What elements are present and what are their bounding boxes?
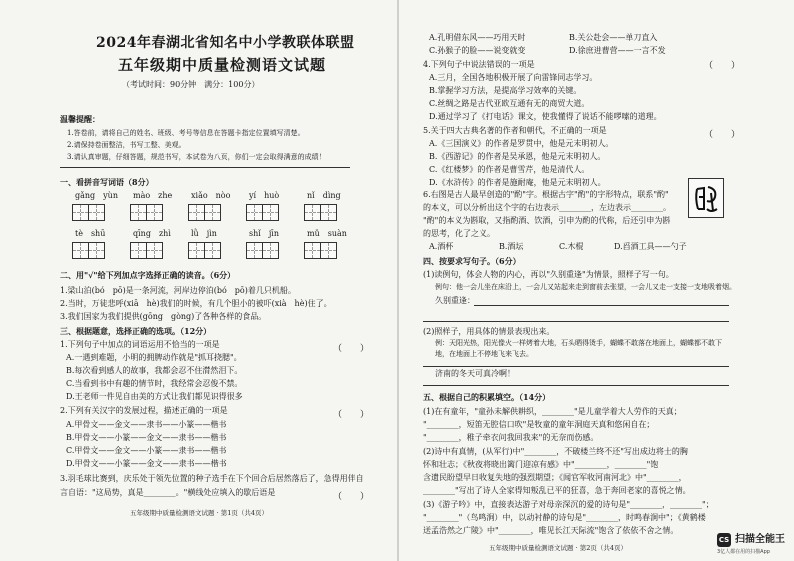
option: B.《西游记》的作者是吴承恩，他是元末明初人。 — [429, 152, 606, 161]
question-stem: "酌"的本义为斟取，又指酌酒、饮酒，引申为酌的代称，后还引申为斟 — [423, 216, 671, 225]
fill-line: 含遗民盼望早日收复失地的强烈期望；《闻官军收河南河北》中"________， — [423, 473, 687, 482]
write-box[interactable] — [246, 242, 278, 259]
answer-line[interactable] — [423, 385, 729, 386]
section-4-heading: 四、按要求写句子。（6分） — [423, 256, 521, 266]
question-stem: 的本义，可以分析出这个字的右边表示________，左边表示________。 — [423, 203, 671, 212]
example-text: 例句：他一会儿坐在床沿上，一会儿又站起来走到窗前去张望，一会儿又走一支接一支地吸着烟。 — [435, 283, 736, 291]
tip-item: 3.请认真审题，仔细答题，规范书写，本试卷为八页，你们一定会取得满意的成绩！ — [67, 153, 326, 161]
option: B.甲骨文——小篆——金文——隶书——楷书 — [66, 433, 227, 442]
fill-line: 怀和壮志；《秋夜将晓出篱门迎凉有感》中"________，________"饱 — [423, 460, 659, 469]
pinyin: tè shū — [75, 229, 106, 238]
option: C.《红楼梦》的作者是曹雪芹，他是清代人。 — [429, 165, 590, 174]
section-5-heading: 五、根据自己的积累填空。（14分） — [423, 392, 551, 402]
question-stem: 言自语："这局势，真是________。"横线处应填入的歇后语是 — [60, 488, 276, 497]
option: C.甲骨文——金文——小篆——隶书——楷书 — [66, 446, 227, 455]
fill-line: "________"（鸟鸣涧）中，以动衬静的诗句是"________，时鸣春涧中"；《黄鹤楼 — [423, 513, 706, 522]
write-box[interactable] — [304, 204, 336, 221]
answer-paren[interactable]: （ ） — [333, 410, 370, 420]
option: A.三月，全国各地积极开展了向雷锋同志学习。 — [429, 73, 598, 82]
page-footer: 五年级期中质量检测语文试题 · 第2页（共4页） — [489, 544, 627, 552]
ancient-zhuo-glyph-icon — [689, 179, 723, 217]
write-box[interactable] — [130, 204, 162, 221]
option: D.甲骨文——小篆——金文——隶书——楷书 — [66, 459, 227, 468]
exam-subtitle: 五年级期中质量检测语文试题 — [118, 56, 327, 74]
answer-paren[interactable]: （ ） — [704, 130, 741, 140]
option: D.通过学习了《打电话》课文，使我懂得了说话不能啰嗦的道理。 — [429, 112, 662, 121]
pinyin: lǜ jìn — [191, 229, 217, 238]
answer-paren[interactable]: （ ） — [333, 344, 370, 354]
exam-page-2 — [399, 0, 794, 561]
tip-item: 1.答卷前，请将自己的姓名、班级、考号等信息在答题卡指定位置填写清楚。 — [67, 129, 305, 137]
pinyin: nǐ dìng — [307, 191, 341, 200]
pinyin: shǐ jīn — [249, 229, 280, 238]
option: D.舀酒工具——勺子 — [614, 242, 687, 251]
question-line: 1.梁山泊(bó pō)是一条河流，河岸边停泊(bó pō)着几只机船。 — [60, 286, 296, 295]
exam-title: 2024年春湖北省知名中小学教联体联盟 — [96, 35, 355, 51]
question-stem: (1)读例句，体会人物的内心，再以"久别重逢"为情景，照样子写一句。 — [423, 270, 674, 279]
example-text: 例：天阳光热，阳光像火一样烤着大地，石头晒得烫手，蝴蝶不敢落在地面上，蝴蝶都不敢下 — [435, 339, 722, 347]
example-text: 地，在地面上不停地飞来飞去。 — [435, 350, 533, 358]
question-stem: 1.下列句子中加点的词语运用不恰当的一项是 — [60, 340, 220, 349]
write-box[interactable] — [188, 242, 220, 259]
fill-line: "________，短笛无腔信口吹"是牧童的童年洞庭天真和悠闲自在； — [423, 420, 655, 429]
option: C.丝绸之路是古代亚欧互通有无的商贸大道。 — [429, 99, 590, 108]
write-box[interactable] — [72, 242, 104, 259]
question-stem: (2)照样子，用具体的情景表现出来。 — [423, 327, 555, 336]
section-1-heading: 一、看拼音写词语（8分） — [60, 177, 154, 187]
divider — [60, 167, 350, 168]
option: B.每次看到感人的故事，我都会忍不住潸然泪下。 — [66, 366, 243, 375]
option: D.王老师一件见自由美的方式让我们都见识得很多 — [66, 392, 243, 401]
write-box[interactable] — [188, 204, 220, 221]
question-stem: 4.下列句子中说法错误的一项是 — [423, 60, 535, 69]
question-stem: 的思考，化了之义。 — [423, 229, 495, 238]
option: A.一遇到难题，小明的拥脾动作就是"抓耳挠腮"。 — [66, 353, 242, 362]
write-box[interactable] — [72, 204, 104, 221]
answer-paren[interactable]: （ ） — [333, 492, 370, 502]
question-line: 2.当时，万徒悲呼(xiā hè)我们的时候，有几个胆小的被吓(xià hè)住了。 — [60, 299, 332, 308]
option: C.孙猴子的脸——说变就变 — [429, 46, 526, 55]
question-stem: 2.下列有关汉字的发展过程，描述正确的一项是 — [60, 406, 228, 415]
pinyin: xiǎo nòo — [191, 191, 231, 200]
write-box[interactable] — [130, 242, 162, 259]
section-3-heading: 三、根据题意，选择正确的选项。（12分） — [60, 326, 212, 336]
page-footer: 五年级期中质量检测语文试题 · 第1页（共4页） — [130, 509, 268, 517]
option: D.《水浒传》的作者是施耐庵，他是元末明初人。 — [429, 178, 606, 187]
fill-line: (1)在有童年，"童孙未解供耕织，________"是儿童学着大人劳作的天真； — [423, 407, 682, 416]
question-stem: 3.羽毛球比赛到，庆乐处于领先位置的种子选手在下个回合后居然落后了，急得用伴自 — [60, 474, 364, 483]
camscanner-logo-icon: CS — [717, 533, 731, 547]
write-box[interactable] — [304, 242, 336, 259]
pinyin: gǎng yùn — [75, 191, 118, 200]
answer-line[interactable] — [474, 305, 729, 306]
pinyin: mào zhe — [133, 191, 173, 200]
tip-item: 2.请保持卷面整洁，书写工整、美观。 — [67, 141, 186, 149]
option: A.《三国演义》的作者是罗贯中，他是元末明初人。 — [429, 139, 614, 148]
pinyin: qīng zhì — [133, 229, 171, 238]
option: B.掌握学习方法，是提高学习效率的关键。 — [429, 86, 582, 95]
option: D.徐庶进曹营——一言不发 — [569, 46, 666, 55]
question-stem: 6.右图是古人最早创造的"酌"字。根据古字"酌"的字形特点，联系"酌" — [423, 190, 669, 199]
option: A.孔明借东风——巧用天时 — [429, 33, 526, 42]
option: C.当看到书中有趣的情节时，我经常会忍俊不禁。 — [66, 379, 243, 388]
write-box[interactable] — [246, 204, 278, 221]
fill-line: 送孟浩然之广陵》中"________，唯见长江天际流"饱含了依依不舍之情。 — [423, 526, 679, 535]
prompt-text: 久别重逢： — [435, 296, 475, 305]
answer-line[interactable] — [423, 321, 729, 322]
answer-line[interactable] — [423, 366, 729, 367]
pinyin: yí huò — [249, 191, 280, 200]
exam-info: （考试时间：90分钟 满分：100分） — [122, 80, 260, 89]
answer-paren[interactable]: （ ） — [704, 61, 741, 71]
prompt-text: 济南的冬天可真冷啊！ — [435, 369, 515, 378]
fill-line: (2)诗中有真情，(从军行)中"________，不破楼兰终不还"写出成边将士的胸 — [423, 447, 688, 456]
fill-line: (3)《游子吟》中，直接表达游子对母亲深沉的爱的诗句是"________，________"； — [423, 500, 714, 509]
ancient-character-image — [688, 178, 724, 218]
section-2-heading: 二、用"√"给下列加点字选择正确的读音。（6分） — [60, 270, 236, 280]
tips-title: 温馨提醒： — [60, 114, 100, 124]
option: A.甲骨文——金文——隶书——小篆——楷书 — [66, 420, 227, 429]
option: A.酒杯 — [429, 242, 454, 251]
option: C.木棍 — [559, 242, 584, 251]
pinyin: mǔ suàn — [307, 229, 347, 238]
question-line: 3.我们国家为我们提供(gōng gòng)了各种各样的食品。 — [60, 312, 267, 321]
question-stem: 5.关于四大古典名著的作者和朝代，不正确的一项是 — [423, 126, 607, 135]
option: B.关公赴会——单刀直入 — [569, 33, 658, 42]
scanner-app-name: 扫描全能王 — [735, 534, 785, 545]
option: B.酒坛 — [499, 242, 524, 251]
fill-line: ________"写出了诗人全家得知叛乱已平的狂喜，急于奔回老家的喜悦之情。 — [423, 486, 691, 495]
fill-line: "________，稚子牵衣问我回我来"的无奈而伤感。 — [423, 433, 599, 442]
scanner-app-slogan: 3亿人都在用的扫描App — [717, 549, 770, 555]
